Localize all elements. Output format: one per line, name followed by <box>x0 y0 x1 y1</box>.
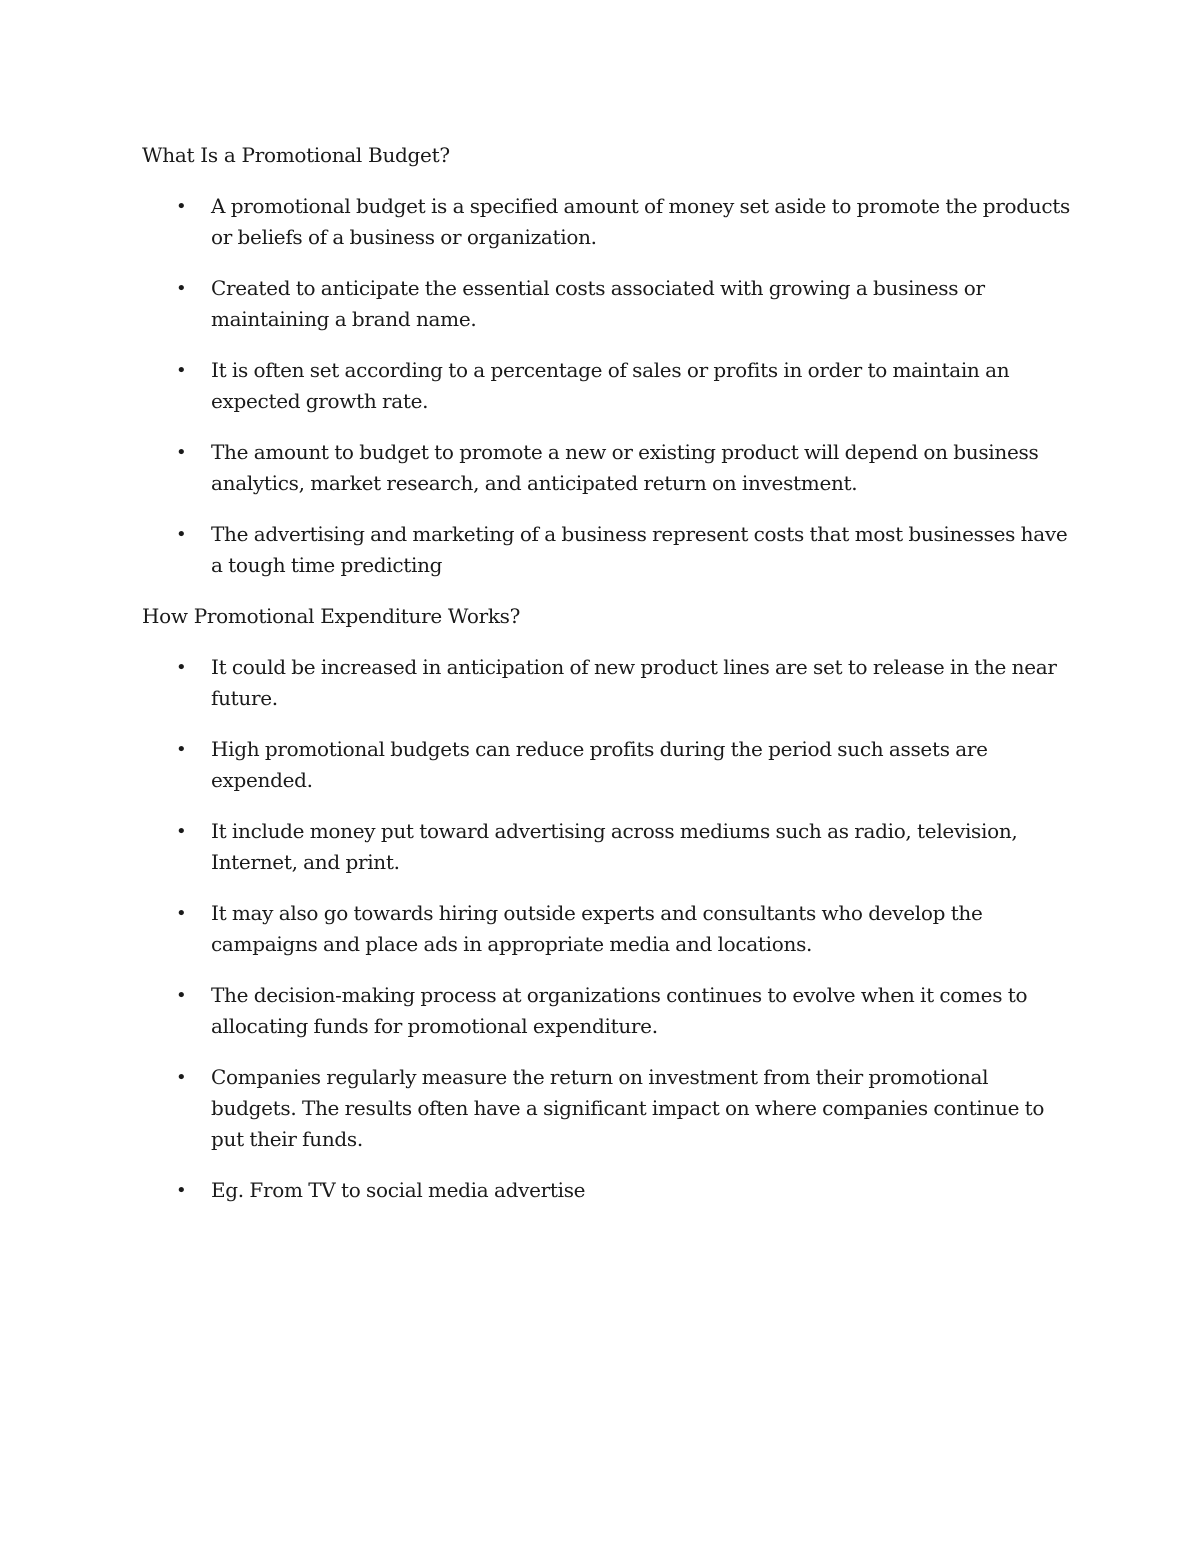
bullet-icon: • <box>176 903 187 924</box>
bullet-icon: • <box>176 524 187 545</box>
list-item-text: The decision-making process at organizations continues to evolve when it comes to allocating funds for promotional expenditure. <box>211 983 1028 1038</box>
section-heading-promotional-budget: What Is a Promotional Budget? <box>142 143 450 167</box>
bullet-icon: • <box>176 821 187 842</box>
bullet-icon: • <box>176 442 187 463</box>
bullet-icon: • <box>176 1180 187 1201</box>
list-item-text: High promotional budgets can reduce profits during the period such assets are expended. <box>211 737 988 792</box>
list-item <box>142 437 1072 499</box>
bullet-icon: • <box>176 1067 187 1088</box>
list-item-text: A promotional budget is a specified amount of money set aside to promote the products or beliefs of a business or organization. <box>211 194 1070 249</box>
list-item-text: Eg. From TV to social media advertise <box>211 1178 586 1202</box>
bullet-icon: • <box>176 657 187 678</box>
bullet-list-promotional-budget <box>142 191 1072 581</box>
list-item <box>142 980 1072 1042</box>
list-item <box>142 652 1072 714</box>
list-item <box>142 816 1072 878</box>
bullet-icon: • <box>176 360 187 381</box>
list-item-text: It may also go towards hiring outside experts and consultants who develop the campaigns and place ads in appropriate media and locations. <box>211 901 983 956</box>
list-item-text: Companies regularly measure the return on investment from their promotional budgets. The results often have a significant impact on where companies continue to put their funds. <box>211 1065 1045 1151</box>
list-item-text: It include money put toward advertising across mediums such as radio, television, Internet, and print. <box>211 819 1018 874</box>
document-body <box>142 140 1072 1226</box>
bullet-list-promotional-expenditure <box>142 652 1072 1206</box>
bullet-icon: • <box>176 196 187 217</box>
list-item <box>142 355 1072 417</box>
bullet-icon: • <box>176 985 187 1006</box>
list-item <box>142 898 1072 960</box>
bullet-icon: • <box>176 278 187 299</box>
list-item-text: It could be increased in anticipation of new product lines are set to release in the near future. <box>211 655 1057 710</box>
list-item <box>142 1175 1072 1206</box>
section-heading-promotional-expenditure: How Promotional Expenditure Works? <box>142 604 521 628</box>
list-item-text: The advertising and marketing of a business represent costs that most businesses have a tough time predicting <box>211 522 1068 577</box>
list-item <box>142 1062 1072 1155</box>
list-item-text: It is often set according to a percentage of sales or profits in order to maintain an expected growth rate. <box>211 358 1010 413</box>
list-item <box>142 734 1072 796</box>
list-item-text: Created to anticipate the essential costs associated with growing a business or maintaining a brand name. <box>211 276 985 331</box>
list-item <box>142 191 1072 253</box>
bullet-icon: • <box>176 739 187 760</box>
list-item-text: The amount to budget to promote a new or existing product will depend on business analytics, market research, and anticipated return on investment. <box>211 440 1039 495</box>
list-item <box>142 519 1072 581</box>
list-item <box>142 273 1072 335</box>
